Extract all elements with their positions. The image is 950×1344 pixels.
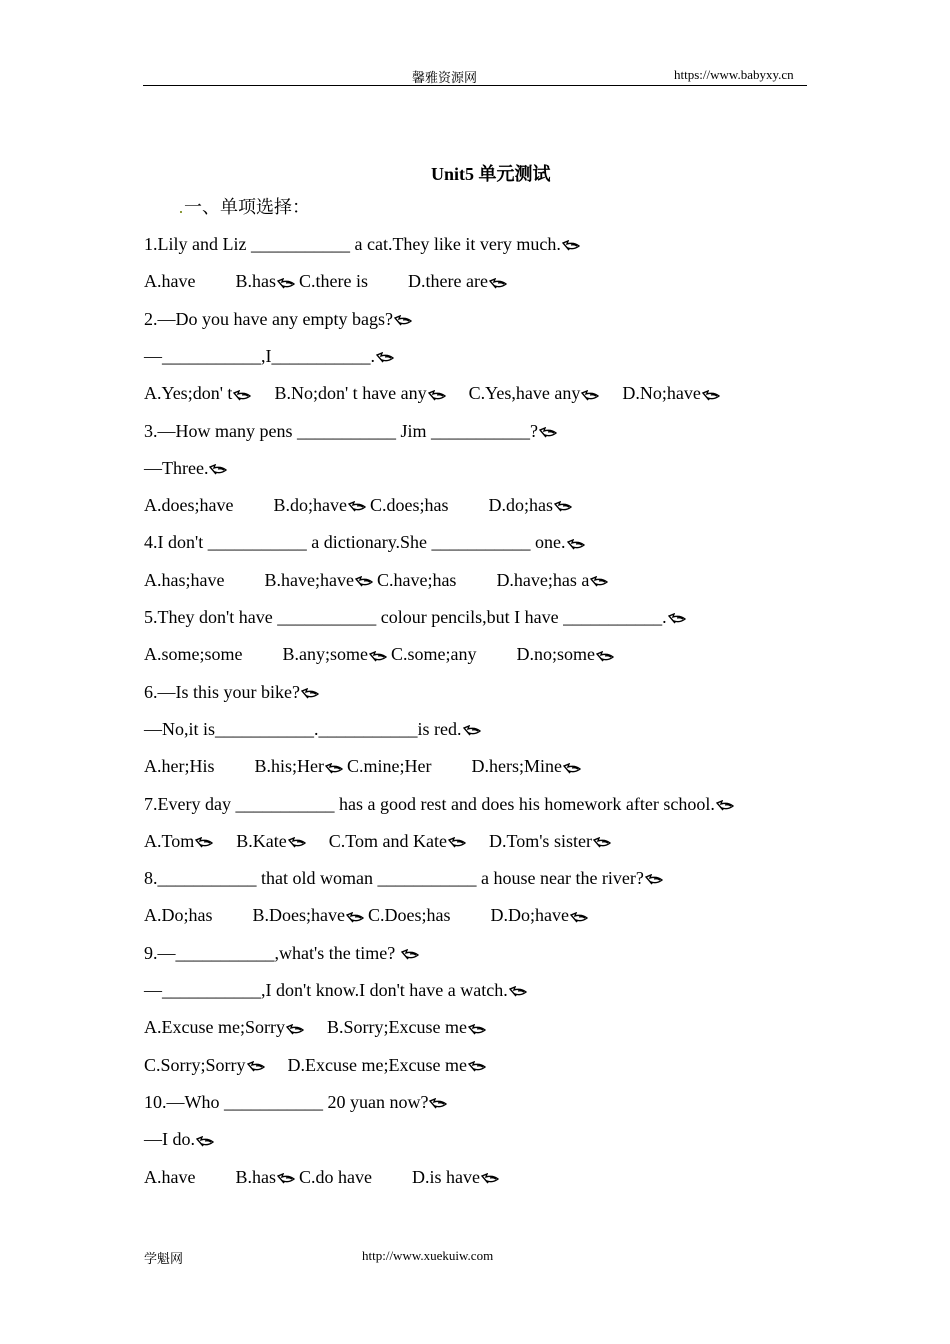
- option-a-label: A.her;His: [144, 756, 215, 777]
- option-b-label: B.do;have: [273, 495, 347, 516]
- paragraph-return-icon: [581, 390, 600, 401]
- option-b-label: B.No;don' t have any: [274, 383, 427, 404]
- option-c-label: C.some;any: [391, 644, 477, 665]
- option-c-label: C.Does;has: [367, 905, 451, 926]
- option-b-label: B.have;have: [264, 569, 354, 590]
- option-row: [144, 495, 573, 516]
- option-b-label: B.Does;have: [252, 905, 345, 926]
- paragraph-return-icon: [554, 501, 573, 512]
- option-row: [144, 1017, 487, 1038]
- option-c-label: C.Tom and Kate: [328, 830, 447, 851]
- option-a-label: A.has;have: [144, 569, 225, 590]
- option-a-label: A.does;have: [144, 495, 234, 516]
- option-row: [144, 756, 582, 777]
- header-divider: [143, 85, 807, 86]
- question-text: 8.___________ that old woman ___________ a house near the river?: [144, 868, 644, 889]
- paragraph-return-icon: [468, 1024, 487, 1035]
- paragraph-return-icon: [277, 278, 296, 289]
- paragraph-return-icon: [286, 1024, 305, 1035]
- paragraph-return-icon: [481, 1173, 500, 1184]
- question-line: [144, 421, 558, 442]
- section-heading: 一、单项选择：: [180, 193, 310, 219]
- option-a-label: A.Do;has: [144, 905, 213, 926]
- option-row: [144, 1167, 500, 1188]
- option-a-label: A.Yes;don' t: [144, 383, 233, 404]
- question-text: 1.Lily and Liz ___________ a cat.They like it very much.: [144, 234, 561, 254]
- option-b-label: B.any;some: [282, 644, 368, 665]
- paragraph-return-icon: [195, 837, 214, 848]
- option-b-label: D.Excuse me;Excuse me: [287, 1054, 467, 1075]
- question-line: [144, 794, 735, 815]
- option-b-label: B.has: [235, 1166, 276, 1187]
- option-d-label: D.Tom's sister: [488, 830, 592, 851]
- option-row: [144, 644, 615, 665]
- paragraph-return-icon: [489, 278, 508, 289]
- question-text: —___________,I don't know.I don't have a watch.: [144, 980, 508, 1000]
- option-c-label: C.does;has: [369, 495, 449, 516]
- paragraph-return-icon: [325, 763, 344, 774]
- footer-site-name: 学魁网: [144, 1251, 184, 1266]
- paragraph-return-icon: [567, 539, 586, 550]
- paragraph-return-icon: [401, 949, 420, 960]
- option-d-label: D.Do;have: [490, 905, 569, 926]
- footer-url[interactable]: http://www.xuekuiw.com: [362, 1248, 494, 1263]
- option-a-label: C.Sorry;Sorry: [144, 1054, 246, 1075]
- paragraph-return-icon: [346, 912, 365, 923]
- option-row: [144, 570, 609, 591]
- paragraph-return-icon: [209, 464, 228, 475]
- question-line: [144, 1129, 215, 1150]
- marker-dot: [180, 211, 182, 213]
- question-line: [144, 1092, 448, 1113]
- question-text: 7.Every day ___________ has a good rest and does his homework after school.: [144, 793, 715, 814]
- question-text: —___________,I___________.: [144, 345, 375, 366]
- option-a-label: A.have: [144, 1166, 196, 1187]
- option-d-label: D.do;has: [488, 495, 553, 516]
- question-text: —I do.: [144, 1129, 195, 1150]
- paragraph-return-icon: [448, 837, 467, 848]
- question-line: [144, 532, 586, 553]
- option-d-label: D.there are: [407, 271, 488, 292]
- paragraph-return-icon: [428, 390, 447, 401]
- question-line: [144, 868, 664, 889]
- question-line: [144, 458, 228, 479]
- question-text: 3.—How many pens ___________ Jim ___________?: [144, 420, 538, 441]
- paragraph-return-icon: [429, 1098, 448, 1109]
- paragraph-return-icon: [645, 874, 664, 885]
- option-a-label: A.Tom: [144, 830, 195, 851]
- paragraph-return-icon: [301, 688, 320, 699]
- question-text: 5.They don't have ___________ colour pencils,but I have ___________.: [144, 607, 667, 627]
- option-d-label: D.is have: [411, 1166, 480, 1187]
- paragraph-return-icon: [509, 986, 528, 997]
- paragraph-return-icon: [563, 763, 582, 774]
- question-line: [144, 682, 320, 703]
- paragraph-return-icon: [596, 651, 615, 662]
- option-d-label: D.hers;Mine: [471, 756, 562, 777]
- paragraph-return-icon: [348, 501, 367, 512]
- option-b-label: B.has: [235, 271, 276, 292]
- question-line: [144, 346, 395, 367]
- question-text: —Three.: [144, 457, 209, 478]
- option-a-label: A.some;some: [144, 644, 243, 665]
- page-title: Unit5 单元测试: [431, 164, 551, 184]
- paragraph-return-icon: [570, 912, 589, 923]
- option-d-label: D.No;have: [622, 383, 701, 404]
- option-b-label: B.his;Her: [254, 756, 324, 777]
- question-text: 2.—Do you have any empty bags?: [144, 308, 393, 329]
- question-text: 9.—___________,what's the time?: [144, 942, 400, 963]
- question-line: [144, 234, 581, 255]
- paragraph-return-icon: [196, 1136, 215, 1147]
- paragraph-return-icon: [468, 1061, 487, 1072]
- option-b-label: B.Kate: [236, 830, 287, 851]
- option-row: [144, 271, 508, 292]
- question-text: 6.—Is this your bike?: [144, 681, 300, 702]
- option-c-label: C.do have: [298, 1166, 372, 1187]
- question-line: [144, 719, 482, 740]
- option-d-label: D.no;some: [516, 644, 595, 665]
- header-url[interactable]: https://www.babyxy.cn: [674, 67, 794, 82]
- paragraph-return-icon: [233, 390, 252, 401]
- option-c-label: C.Yes,have any: [468, 383, 581, 404]
- paragraph-return-icon: [463, 725, 482, 736]
- option-row: [144, 905, 589, 926]
- header-site-name: 馨雅资源网: [412, 70, 478, 85]
- paragraph-return-icon: [394, 315, 413, 326]
- question-line: [144, 607, 687, 628]
- paragraph-return-icon: [590, 576, 609, 587]
- option-d-label: D.have;has a: [496, 569, 590, 590]
- option-row: [144, 1055, 487, 1076]
- question-text: 4.I don't ___________ a dictionary.She ___________ one.: [144, 532, 566, 553]
- paragraph-return-icon: [376, 352, 395, 363]
- paragraph-return-icon: [702, 390, 721, 401]
- paragraph-return-icon: [277, 1173, 296, 1184]
- question-text: 10.—Who ___________ 20 yuan now?: [144, 1091, 429, 1112]
- question-line: [144, 943, 420, 964]
- paragraph-return-icon: [369, 651, 388, 662]
- paragraph-return-icon: [716, 800, 735, 811]
- option-c-label: C.there is: [298, 271, 368, 292]
- question-line: [144, 980, 528, 1001]
- paragraph-return-icon: [593, 837, 612, 848]
- paragraph-return-icon: [355, 576, 374, 587]
- option-c-label: C.mine;Her: [347, 756, 432, 777]
- question-text: —No,it is___________.___________is red.: [144, 718, 462, 739]
- option-row: [144, 383, 721, 404]
- paragraph-return-icon: [247, 1061, 266, 1072]
- option-row: [144, 831, 612, 852]
- question-line: [144, 309, 413, 330]
- paragraph-return-icon: [668, 613, 687, 624]
- option-a-label: A.Excuse me;Sorry: [144, 1017, 285, 1038]
- paragraph-return-icon: [288, 837, 307, 848]
- option-b-label: B.Sorry;Excuse me: [326, 1017, 467, 1038]
- paragraph-return-icon: [539, 427, 558, 438]
- option-c-label: C.have;has: [376, 569, 457, 590]
- paragraph-return-icon: [562, 240, 581, 251]
- option-a-label: A.have: [144, 271, 196, 292]
